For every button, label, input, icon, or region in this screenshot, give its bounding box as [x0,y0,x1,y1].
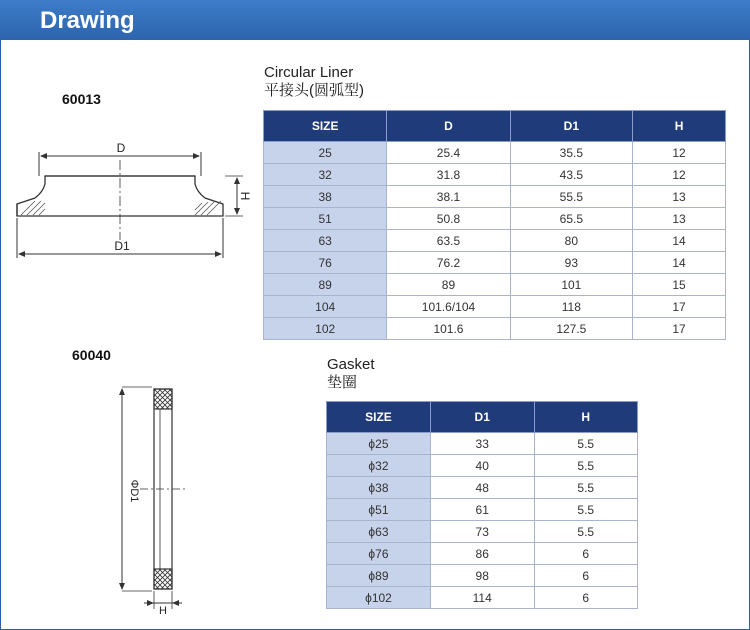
table-row [264,318,726,340]
cell: 38 [264,186,387,208]
gasket-col-h: H [534,402,638,433]
cell: 33 [430,433,534,455]
cell: 5.5 [534,521,638,543]
cell: ϕ25 [327,433,431,455]
cell: ϕ76 [327,543,431,565]
table-row [264,208,726,230]
cell: 13 [633,186,726,208]
cell: 5.5 [534,455,638,477]
gasket-drawing [100,375,210,615]
cell: 73 [430,521,534,543]
cell: ϕ51 [327,499,431,521]
table-row [327,587,638,609]
cell: 89 [264,274,387,296]
table-row [327,521,638,543]
cell: ϕ63 [327,521,431,543]
cell: 55.5 [510,186,632,208]
cell: 101.6/104 [387,296,510,318]
liner-table [263,110,726,340]
table-row [264,164,726,186]
header-bar [0,0,750,40]
cell: 6 [534,543,638,565]
table-row [327,543,638,565]
liner-col-d1: D1 [510,111,632,142]
cell: 6 [534,587,638,609]
liner-h-label: H [238,191,252,201]
cell: 5.5 [534,499,638,521]
liner-d-label: D [116,141,126,155]
cell: 31.8 [387,164,510,186]
table-row [327,499,638,521]
cell: 25 [264,142,387,164]
cell: 102 [264,318,387,340]
cell: 127.5 [510,318,632,340]
cell: 89 [387,274,510,296]
cell: 93 [510,252,632,274]
table-row [327,565,638,587]
cell: ϕ102 [327,587,431,609]
cell: 17 [633,318,726,340]
liner-col-h: H [633,111,726,142]
table-row [264,230,726,252]
cell: 35.5 [510,142,632,164]
cell: 13 [633,208,726,230]
cell: ϕ89 [327,565,431,587]
cell: 104 [264,296,387,318]
cell: 32 [264,164,387,186]
cell: 86 [430,543,534,565]
cell: 98 [430,565,534,587]
cell: 38.1 [387,186,510,208]
cell: 40 [430,455,534,477]
table-row [327,433,638,455]
cell: ϕ38 [327,477,431,499]
cell: 25.4 [387,142,510,164]
cell: 48 [430,477,534,499]
cell: 15 [633,274,726,296]
cell: 65.5 [510,208,632,230]
gasket-d1-label: ΦD1 [128,479,140,503]
cell: 5.5 [534,433,638,455]
table-row [264,252,726,274]
cell: 61 [430,499,534,521]
liner-col-d: D [387,111,510,142]
table-row [327,477,638,499]
cell: 50.8 [387,208,510,230]
cell: 114 [430,587,534,609]
cell: ϕ32 [327,455,431,477]
liner-code: 60013 [62,91,101,107]
gasket-col-d1: D1 [430,402,534,433]
cell: 76 [264,252,387,274]
liner-drawing [5,140,252,260]
table-row [264,142,726,164]
cell: 6 [534,565,638,587]
cell: 5.5 [534,477,638,499]
cell: 14 [633,230,726,252]
cell: 12 [633,164,726,186]
gasket-h-label: H [159,605,167,617]
table-row [264,296,726,318]
cell: 63 [264,230,387,252]
gasket-caption-en: Gasket [327,356,375,373]
cell: 51 [264,208,387,230]
cell: 17 [633,296,726,318]
table-row [264,274,726,296]
cell: 118 [510,296,632,318]
cell: 101.6 [387,318,510,340]
cell: 14 [633,252,726,274]
cell: 12 [633,142,726,164]
gasket-caption [327,356,375,392]
liner-col-size: SIZE [264,111,387,142]
liner-caption-en: Circular Liner [264,64,354,81]
cell: 76.2 [387,252,510,274]
liner-caption [264,64,364,100]
liner-caption-cn: 平接头(圆弧型) [264,82,364,99]
gasket-caption-cn: 垫圈 [327,374,358,391]
gasket-code: 60040 [72,347,111,363]
gasket-table [326,401,638,609]
cell: 63.5 [387,230,510,252]
table-row [264,186,726,208]
gasket-col-size: SIZE [327,402,431,433]
page-title: Drawing [40,7,135,34]
cell: 101 [510,274,632,296]
liner-d1-label: D1 [114,239,130,253]
cell: 43.5 [510,164,632,186]
table-row [327,455,638,477]
cell: 80 [510,230,632,252]
